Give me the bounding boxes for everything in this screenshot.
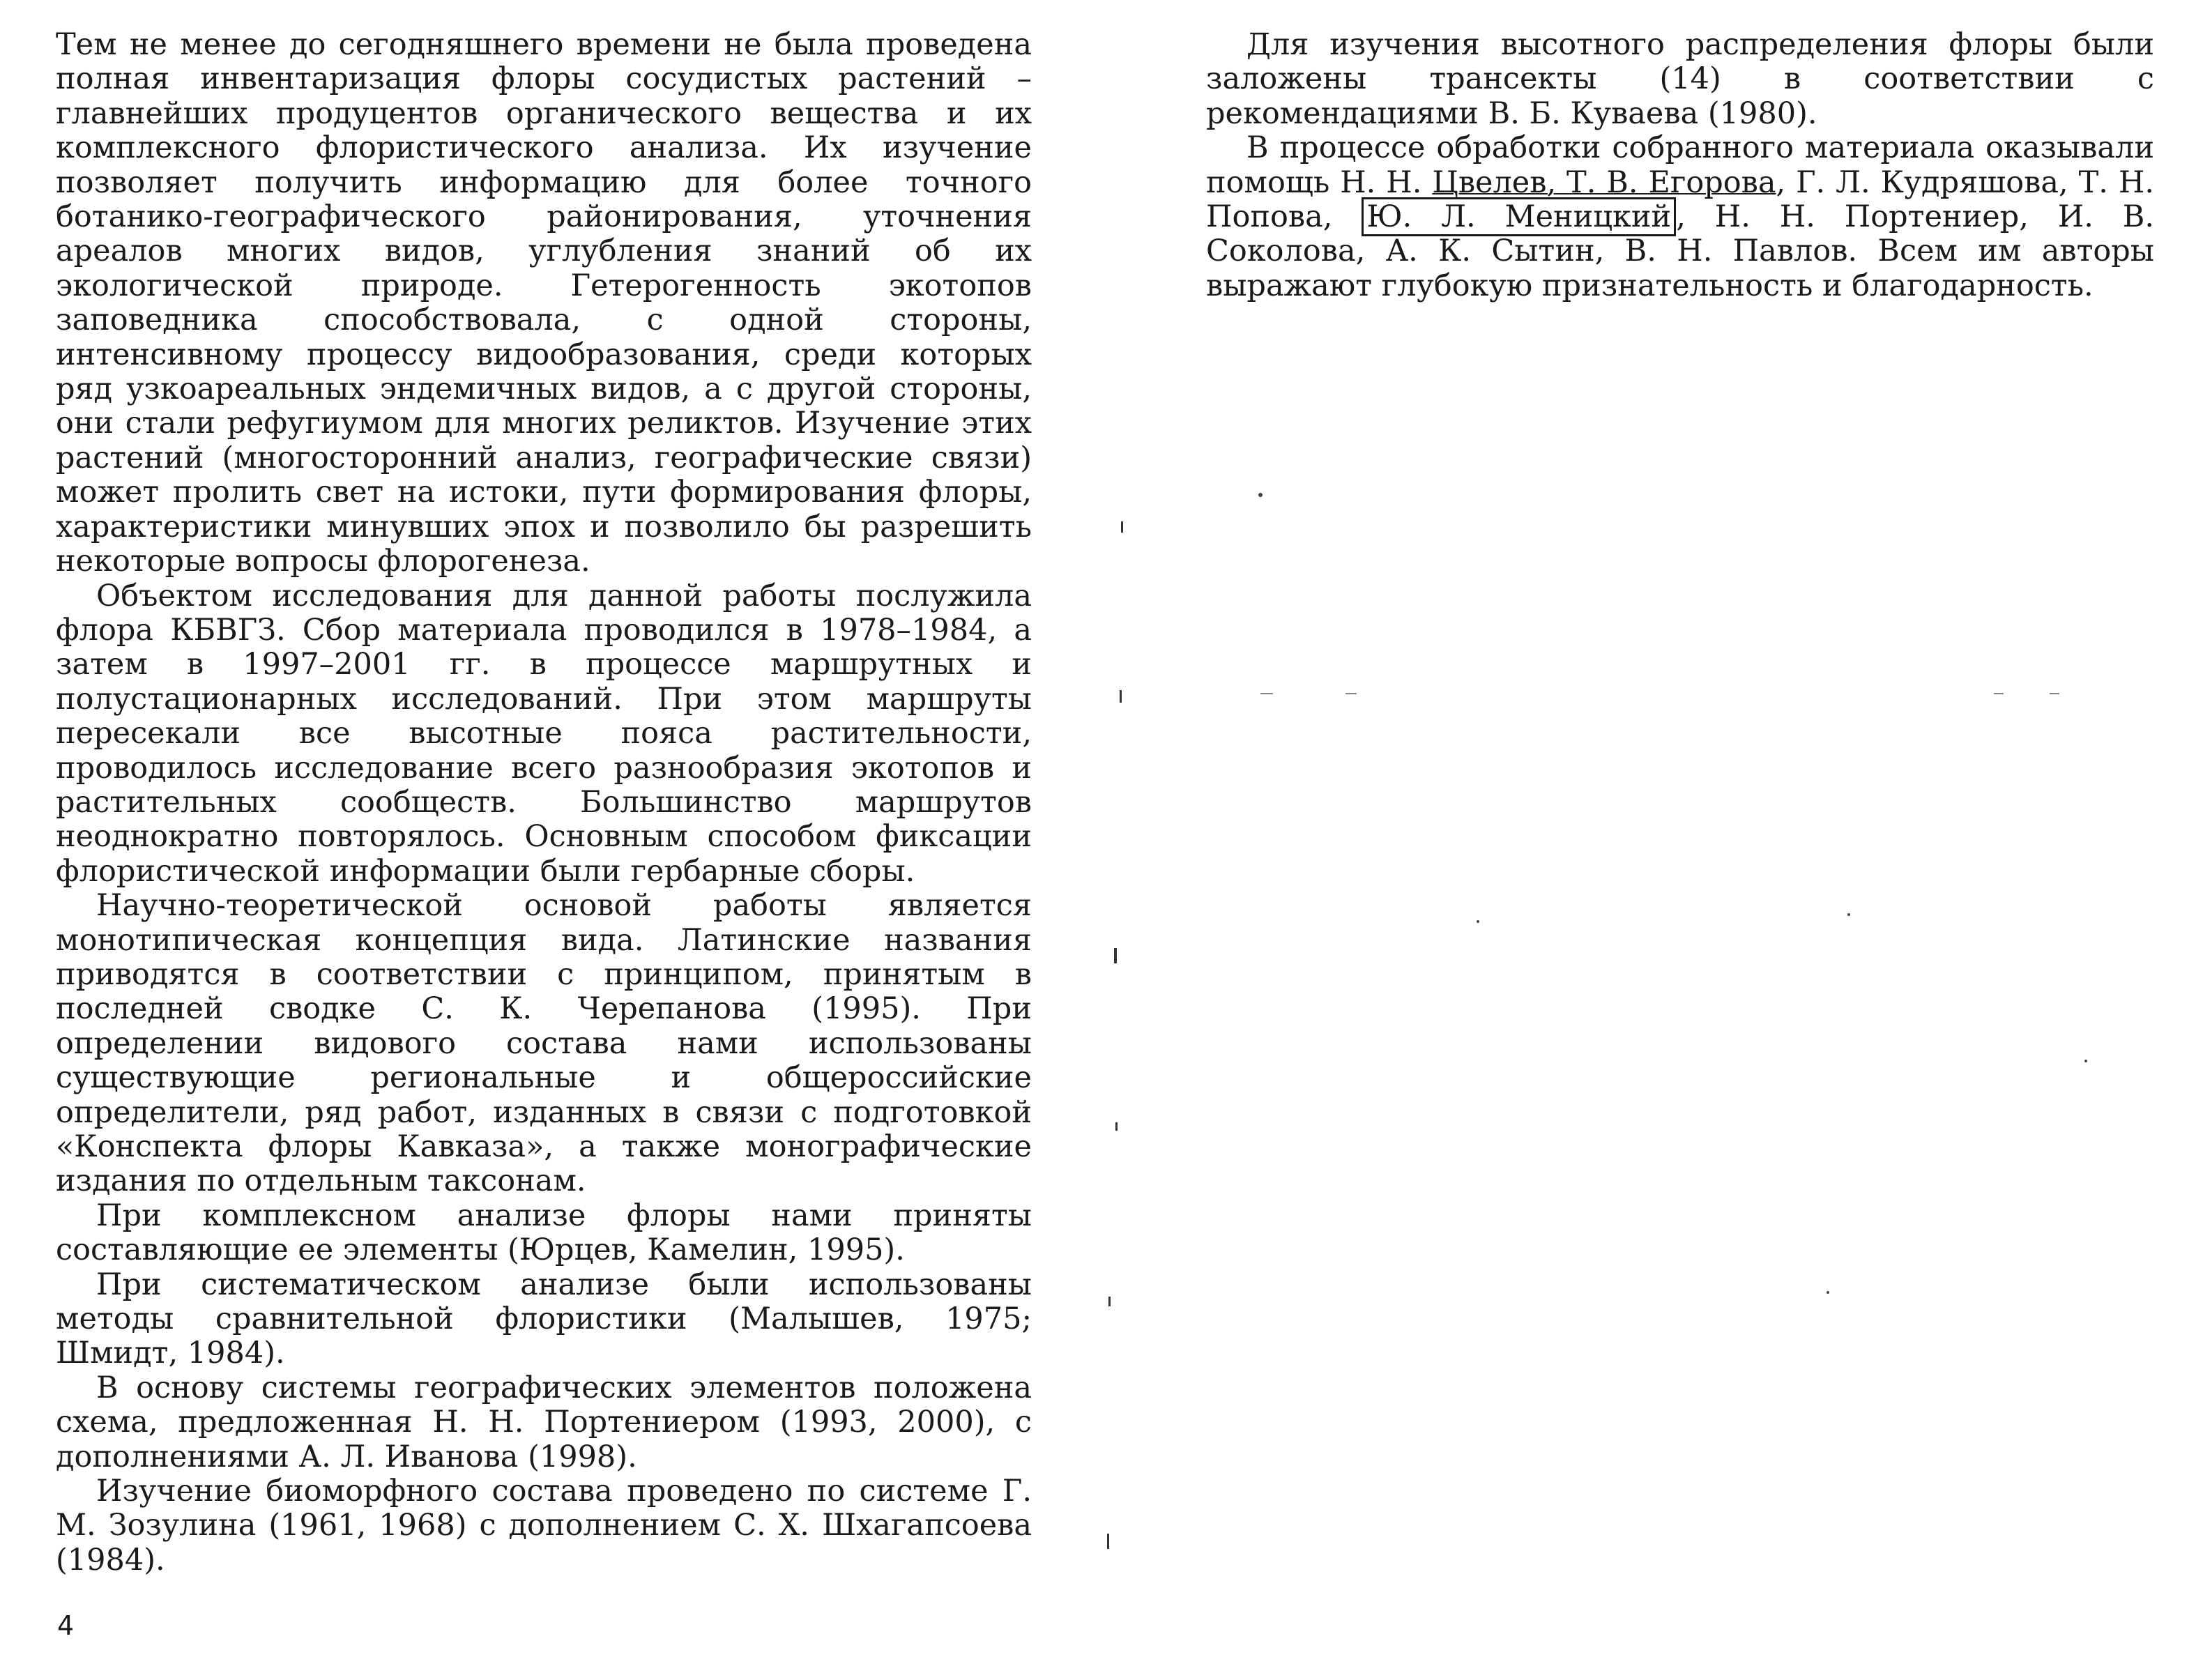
scan-speck <box>1258 493 1263 497</box>
right-paragraph-1: Для изучения высотного распределения флоры были заложены трансекты (14) в соответствии с рекомендациями В. Б. Куваева (1980). <box>1206 27 2154 131</box>
boxed-name: Ю. Л. Меницкий <box>1362 197 1676 236</box>
left-paragraph-1: Тем не менее до сегодняшнего времени не была проведена полная инвентаризация флоры сосудистых растений – главнейших продуцентов органического вещества и их комплексного флористического анализа. Их изучение позволяет получить информацию для более точного ботанико-географического районирования, уточнения ареалов многих видов, углубления знаний об их экологической природе. Гетерогенность экотопов заповедника способствовала, с одной стороны, интенсивному процессу видообразования, среди которых ряд узкоареальных эндемичных видов, а с другой стороны, они стали рефугиумом для многих реликтов. Изучение этих растений (многосторонний анализ, географические связи) может пролить свет на истоки, пути формирования флоры, характеристики минувших эпох и позволило бы разрешить некоторые вопросы флорогенеза. <box>56 27 1032 579</box>
scan-dash <box>1345 693 1357 694</box>
scan-dash <box>2050 693 2059 694</box>
scan-dash <box>1994 693 2004 694</box>
scan-dash <box>1260 693 1273 694</box>
left-paragraph-2: Объектом исследования для данной работы послужила флора КБВГЗ. Сбор материала проводился в 1978–1984, а затем в 1997–2001 гг. в процессе маршрутных и полустационарных исследований. При этом маршруты пересекали все высотные пояса растительности, проводилось исследование всего разнообразия экотопов и растительных сообществ. Большинство маршрутов неоднократно повторялось. Основным способом фиксации флористической информации были гербарные сборы. <box>56 578 1032 889</box>
right-page <box>1206 28 2154 418</box>
left-paragraph-3: Научно-теоретической основой работы является монотипическая концепция вида. Латинские названия приводятся в соответствии с принципом, принятым в последней сводке С. К. Черепанова (1995). При определении видового состава нами использованы существующие региональные и общероссийские определители, ряд работ, изданных в связи с подготовкой «Конспекта флоры Кавказа», а также монографические издания по отдельным таксонам. <box>56 888 1032 1199</box>
scan-speck <box>1477 920 1479 923</box>
gutter-mark <box>1108 1297 1111 1306</box>
scan-speck <box>1847 913 1850 916</box>
page-number: 4 <box>57 1610 75 1641</box>
scan-speck <box>2084 1060 2087 1062</box>
gutter-mark <box>1114 948 1117 963</box>
left-paragraph-4: При комплексном анализе флоры нами приняты составляющие ее элементы (Юрцев, Камелин, 1995). <box>56 1198 1032 1268</box>
acknowledgement-text-3: , Н. Н. Портениер, И. В. Соколова, А. К. Сытин, В. Н. Павлов. Всем им авторы выражают глубокую признательность и благодарность. <box>1206 199 2155 303</box>
gutter-mark <box>1115 1122 1118 1131</box>
underlined-names: Цвелев, Т. В. Егорова <box>1432 165 1776 200</box>
gutter-mark <box>1121 521 1123 533</box>
right-paragraph-2 <box>1206 131 2154 303</box>
gutter-mark <box>1120 690 1122 703</box>
left-paragraph-6: В основу системы географических элементов положена схема, предложенная Н. Н. Портениером (1993, 2000), с дополнениями А. Л. Иванова (1998). <box>56 1370 1032 1474</box>
scan-speck <box>1827 1291 1829 1294</box>
gutter-mark <box>1107 1534 1109 1549</box>
left-paragraph-7: Изучение биоморфного состава проведено по системе Г. М. Зозулина (1961, 1968) с дополнением С. Х. Шхагапсоева (1984). <box>56 1474 1032 1578</box>
left-page <box>56 28 1032 1603</box>
acknowledgement-text-2: , Г. Л. Кудряшова, Т. Н. Попова, <box>1206 165 2154 235</box>
acknowledgement-text-1: В процессе обработки собранного материала оказывали помощь Н. Н. <box>1206 130 2154 200</box>
left-paragraph-5: При систематическом анализе были использованы методы сравнительной флористики (Малышев, 1975; Шмидт, 1984). <box>56 1267 1032 1371</box>
